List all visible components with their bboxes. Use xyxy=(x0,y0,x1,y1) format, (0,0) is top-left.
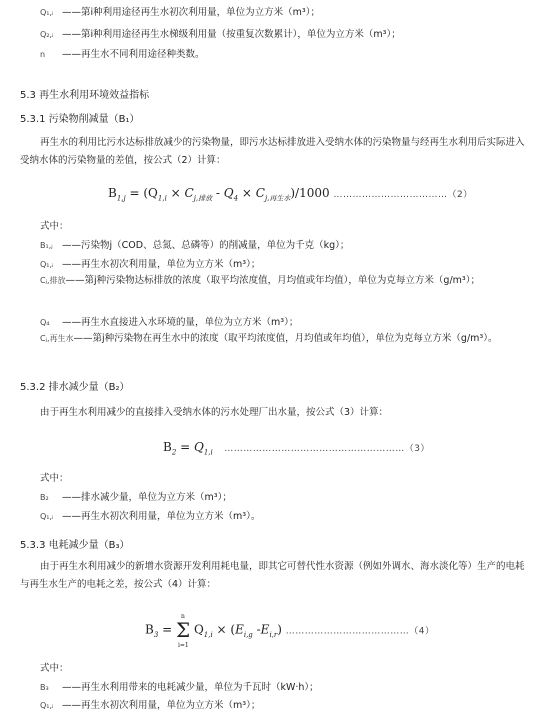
section-heading-5-3-1: 5.3.1 污染物削减量（B₁） xyxy=(20,114,140,125)
def-q1i-3: Q₁,ᵢ ——再生水初次利用量，单位为立方米（m³）。 xyxy=(40,511,261,522)
formula-3-number: …………………………………………………（3） xyxy=(224,444,430,454)
def-b2: B₂ ——排水减少量，单位为立方米（m³）； xyxy=(40,492,232,503)
where-label-3: 式中： xyxy=(40,473,69,484)
sigma-symbol: Σ n i=1 xyxy=(175,613,191,649)
def-q1i-2: Q₁,ᵢ ——再生水初次利用量，单位为立方米（m³）； xyxy=(40,259,261,270)
formula-4-number: …………………………………（4） xyxy=(285,626,435,637)
def-q1i: Q₁,ᵢ ——第i种利用途径再生水初次利用量，单位为立方米（m³）； xyxy=(40,7,320,18)
def-q1i-4: Q₁,ᵢ ——再生水初次利用量，单位为立方米（m³）； xyxy=(40,700,261,711)
paragraph-5-3-1: 再生水的利用比污水达标排放减少的污染物量，即污水达标排放进入受纳水体的污染物量与经再生水利用后实际进入受纳水体的污染物量的差值，按公式（2）计算： xyxy=(20,137,525,166)
where-label-4: 式中： xyxy=(40,663,69,674)
def-b3: B₃ ——再生水利用带来的电耗减少量，单位为千瓦时（kW·h）； xyxy=(40,682,319,693)
formula-2: $B_{1,j} = (Q_{1,i} \times C_{j,排放} - Q_4 \times C_{j,再生水})/1000$ ………………………………（2） xyxy=(108,186,473,203)
def-n: n ——再生水不同利用途径种类数。 xyxy=(40,49,205,60)
paragraph-5-3-2: 由于再生水利用减少的直接排入受纳水体的污水处理厂出水量，按公式（3）计算： xyxy=(40,407,389,418)
def-cj-discharge: Cⱼ,排放——第j种污染物达标排放的浓度（取平均浓度值，月均值或年均值），单位为克每立方米（g/m³）； xyxy=(40,275,480,286)
def-q2i: Q₂,ᵢ ——第i种利用途径再生水梯级利用量（按重复次数累计），单位为立方米（m³）； xyxy=(40,29,401,40)
formula-4: $B_3 = \Sigma$ n i=1 $Q_{1,i} \times (E_{i,g}$ $-E_{i,r}$) …………………………………（4） xyxy=(145,613,435,649)
def-q4: Q₄ ——再生水直接进入水环境的量，单位为立方米（m³）； xyxy=(40,317,299,328)
paragraph-5-3-3: 由于再生水利用减少的新增水资源开发利用耗电量，即其它可替代性水资源（例如外调水、海水淡化等）生产的电耗与再生水生产的电耗之差，按公式（4）计算： xyxy=(20,561,525,590)
def-b1j: B₁,ⱼ ——污染物j（COD、总氮、总磷等）的削减量，单位为千克（kg）； xyxy=(40,240,350,251)
section-heading-5-3: 5.3 再生水利用环境效益指标 xyxy=(20,90,150,101)
where-label-2: 式中： xyxy=(40,221,69,232)
def-cj-reclaimed: Cⱼ,再生水——第j种污染物在再生水中的浓度（取平均浓度值，月均值或年均值），单位为克每立方米（g/m³）。 xyxy=(40,333,498,344)
section-heading-5-3-2: 5.3.2 排水减少量（B₂） xyxy=(20,382,130,393)
section-heading-5-3-3: 5.3.3 电耗减少量（B₃） xyxy=(20,540,130,551)
formula-3: $B_2 = Q_{1,i}$ …………………………………………………（3） xyxy=(163,440,430,457)
formula-2-number: ………………………………（2） xyxy=(333,190,473,200)
